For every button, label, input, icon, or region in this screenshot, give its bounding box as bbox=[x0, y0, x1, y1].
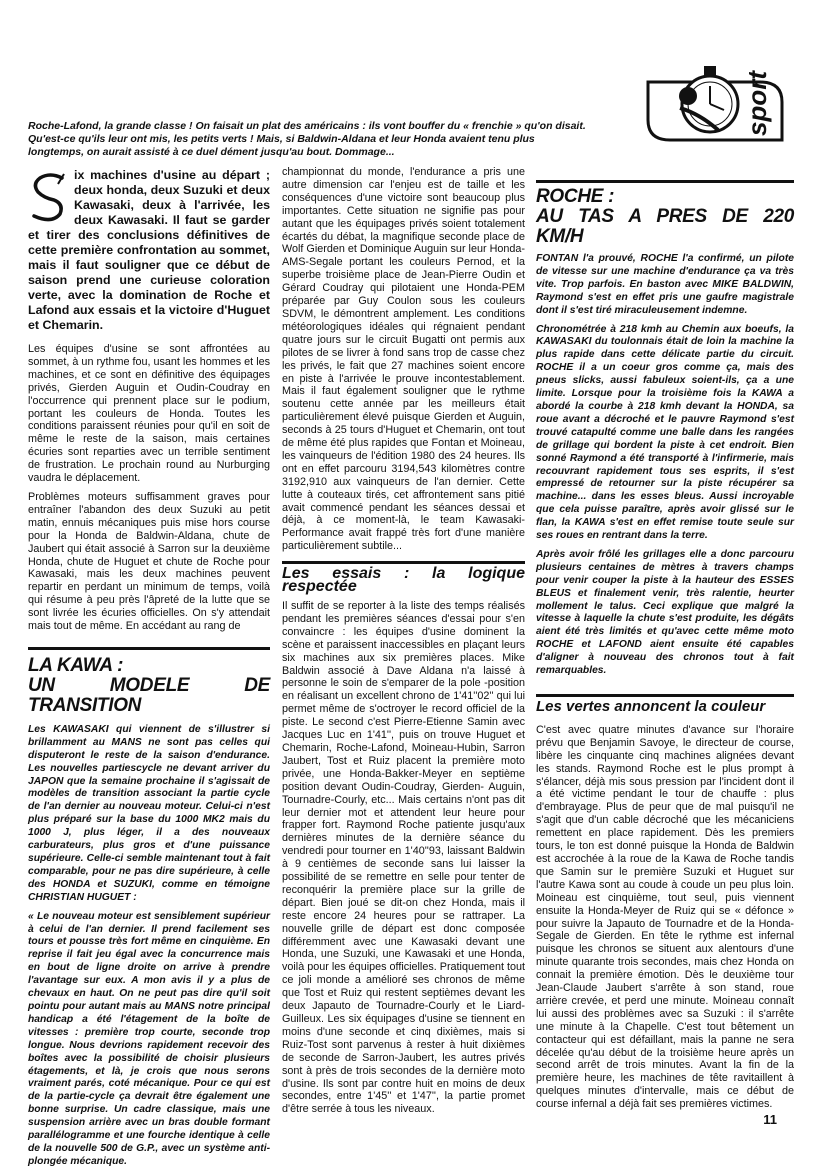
lead-text: ix machines d'usine au départ ; deux honda, deux Suzuki et deux Kawasaki, deux à l'arrivée, les deux Kawasaki. Il faut se garder et tirer des conclusions définitives de cette première confrontation au sommet, mais il faut souligner que ce début de saison prend une curieuse coloration verte, avec la domination de Roche et Lafond aux essais et la victoire d'Huguet et Chemarin. bbox=[28, 168, 270, 332]
kawa-paragraph: Les KAWASAKI qui viennent de s'illustrer si brillamment au MANS ne sont pas celles qui disputeront le reste de la saison d'endurance. Les nouvelles partiescycle ne devant arriver du JAPON que la semaine prochaine il s'agissait de modèles de transition associant la partie cycle de l'an dernier au nouveau moteur. Celui-ci n'est plus préparé sur la base du 1000 MK2 mais du 1000 J, plus léger, il a des nouveaux carburateurs, plus gros et d'une puissance supérieure. Celle-ci semble maintenant tout à fait comparable, pour ne pas dire supérieure, à celle des HONDA et SUZUKI, comme en témoigne CHRISTIAN HUGUET : bbox=[28, 723, 270, 903]
vertes-paragraph: C'est avec quatre minutes d'avance sur l'horaire prévu que Benjamin Savoye, le directeur de course, libère les cinquante cinq machines alignées devant les stands. Raymond Roche est le plus prompt à s'élancer, déjà mis sous pression par l'incident dont il a été victime pendant le tour de chauffe : plus d'embrayage. Plus de peur que de mal puisqu'il ne s'agit que d'un cable décroché que les mécaniciens remettent en place rapidement. Dès les premiers tours, le ton est donné puisque la Honda de Baldwin est accrochée à la roue de la Kawa de Roche tandis que Samin sur le première Suzuki et Huguet sur l'autre Kawa sont au coude à coude un peu plus loin. Moineau est cinquième, tout seul, puis viennent ensuite la Honda-Meyer de Ruiz qui se « défonce » pour suivre la Japauto de Tournadre et de la Honda-Segale de Gierden. En tête le rythme est infernal puisque les chronos se situent aux alentours d'une minute quarante trois secondes, mais chez Honda on connait la première émotion. Dès le deuxième tour Jean-Claude Jaubert s'arrête à son stand, roue arrière crevée, et perd une minute. Moineau connaît lui aussi des problèmes avec sa Suzuki : il s'arrête une minute à la Chapelle. C'est tout bêtement un contacteur qui est défaillant, mais la panne ne sera décelée qu'au début de la troisième heure après un second arrêt de trois minutes. Avant la fin de la première heure, les machines de tête ravitaillent à quelques minutes d'intervalle, mais ce début de course infernal a déjà fait ses premières victimes. bbox=[536, 723, 794, 1111]
page-number: 11 bbox=[763, 1112, 777, 1127]
body-paragraph: Problèmes moteurs suffisamment graves pour entraîner l'abandon des deux Suzuki au petit matin, ennuis mécaniques puis mise hors course pour la Honda de Baldwin-Aldana, chute de Jaubert qui était associé à Sarron sur la deuxième Honda, chute de Huguet et chute de Roche pour Kawasaki, mais les deux machines peuvent repartir en perdant un minimum de temps, voilà qui résume à peu près l'âpreté de la lutte que se sont livrée les écuries officielles. On s'y attendait mais tout de même. En accédant au rang de bbox=[28, 490, 270, 633]
body-paragraph: Les équipes d'usine se sont affrontées au sommet, à un rythme fou, usant les hommes et les machines, et ce sont en définitive des équipages privés, Gierden Auguin et Oudin-Coudray en l'occurrence qui prennent place sur le podium, portant les couleurs de Honda. Toutes les conditions paraissent réunies pour qu'il en soit de même le reste de la saison, mais certaines écuries sont reparties avec un terrible sentiment de frustration. Le prochain round au Nurburging vaudra le déplacement. bbox=[28, 343, 270, 485]
sport-stopwatch-icon bbox=[640, 52, 790, 144]
heading-roche bbox=[536, 180, 794, 247]
photo-caption: Roche-Lafond, la grande classe ! On faisait un plat des américains : ils vont bouffer du « frenchie » qu'on disait. Qu'est-ce qu'ils leur ont mis, les petits verts ! Mais, si Baldwin-Aldana et leur Honda avaient tenu plus longtemps, on aurait assisté à ce duel dément jusqu'au bout. Dommage... bbox=[28, 120, 586, 158]
body-paragraph: championnat du monde, l'endurance a pris une autre dimension car l'enjeu est de taille et les conséquences d'une victoire sont beaucoup plus importantes. Cette situation ne signifie pas pour autant que les équipages privés soient totalement écartés du débat, la magnifique seconde place de Wolf Gierden et Dominique Auguin sur leur Honda-AMS-Segale portant les couleurs Pernod, et la superbe troisième place de Jean-Pierre Oudin et Gérard Coudray qui pilotaient une Honda-PEM préparée par Guy Coulon sous les couleurs SDVM, le démontrent amplement. Les conditions météorologiques idéales qui régnaient pendant quatre jours sur le circuit Bugatti ont permis aux pilotes de se livrer à fond sans trop de casse chez les privés, le fait que 27 machines soient encore en piste à l'arrivée le prouve incontestablement. Mais il faut également souligner que le rythme soutenu cette année par les meilleurs était particulièrement élevé puisque Gierden et Auguin, seconds à 25 tours d'Huguet et Chemarin, ont tout de même été plus rapides que Fontan et Moineau, les vainqueurs de l'édition 1980 des 24 heures. Ils ont en effet parcouru 3194,543 kilomètres contre 3192,910 aux vainqueurs de l'an dernier. Cette lutte à couteaux tirés, cet affrontement sans pitié avait commencé pendant les séances dessai et déjà, à ce moment-là, le team Kawasaki-Performance avait frappé très fort d'une manière particulièrement subtile... bbox=[282, 166, 525, 553]
column-1 bbox=[28, 168, 270, 1175]
sport-section-logo bbox=[640, 52, 790, 144]
essais-paragraph: Il suffit de se reporter à la liste des temps réalisés pendant les premières séances d'essai pour s'en convaincre : les équipes d'usine dominent la scène et paraissent inaccessibles en plaçant leurs six machines aux six premières places. Mike Baldwin associé à Dave Aldana n'a laissé à personne le soin de s'emparer de la pole -position en réalisant un excellent chrono de 1'41''02'' qui lui permet même de s'octroyer le record officiel de la piste. Le second c'est Pierre-Etienne Samin avec Jacques Luc en 1'41'', puis on trouve Huguet et Chemarin, Roche-Lafond, Moineau-Hubin, Sarron Jaubert, Tost et Ruiz placent la première moto privée, une Honda-Bakker-Meyer en septième position devant Oudin-Coudray, Gierden- Auguin, Tournadre-Courly, etc... Mais certains n'ont pas dit leur dernier mot et attendent leur heure pour frapper fort. Raymond Roche patiente jusqu'aux dernières minutes de la dernière séance du vendredi pour tourner en 1'40''93, laissant Baldwin à 9 centièmes de seconde sans lui laisser la possibilité de se remettre en selle pour tenter de reconquérir la première place sur la grille de départ. Bien joué se dit-on chez Honda, mais il reste encore 24 heures pour se rattraper. La nouvelle grille de départ est donc composée différemment avec une Kawasaki devant une Honda, une Suzuki, une Kawasaki et une Honda, voilà pour les équipes officielles. Pratiquement tout ce joli monde a amélioré ses chronos de même que Tost et Ruiz qui restent septièmes devant les deux Japauto de Tournadre-Courly et le Liard-Guilleux. Les six équipages d'usine se tiennent en moins d'une seconde et cinq dixièmes, mais si Ruiz-Tost sont parvenus à rester à huit dixièmes de seconde de Sarron-Jaubert, les autres privés sont à près de trois secondes de la dernière moto d'usine. Ils sont par contre huit en moins de deux secondes, entre 1'45'' et 1'47'', la partie promet d'être serrée à tous les niveaux. bbox=[282, 600, 525, 1116]
lead-paragraph bbox=[28, 168, 270, 333]
heading-kawa-line-1: LA KAWA : bbox=[28, 647, 270, 676]
roche-paragraph: FONTAN l'a prouvé, ROCHE l'a confirmé, un pilote de vitesse sur une machine d'endurance ça va très vite. Trop parfois. En baston avec MIKE BALDWIN, Raymond s'est en effet pris une gaufre magistrale dont il s'est tiré miraculeusement indemne. bbox=[536, 253, 794, 316]
roche-paragraph: Après avoir frôlé les grillages elle a donc parcouru plusieurs centaines de mètres à travers champs pour venir couper la piste à la hauteur des ESSES BLEUS et finalement venir, très ralentie, heurter mollement le talus. Ceci explique que malgré la vitesse à laquelle la chute s'est produite, les dégâts aient été très limités et qu'avec cette même moto ROCHE et LAFOND aient ensuite été capables d'aligner à nouveau des chronos tout à fait remarquables. bbox=[536, 548, 794, 677]
heading-roche-line-2: AU TAS A PRES DE 220 KM/H bbox=[536, 206, 794, 247]
heading-roche-line-1: ROCHE : bbox=[536, 186, 615, 207]
column-2 bbox=[282, 166, 525, 1122]
svg-text:sport: sport bbox=[742, 71, 772, 136]
column-3 bbox=[536, 180, 794, 1117]
heading-vertes: Les vertes annoncent la couleur bbox=[536, 694, 794, 714]
roche-paragraph: Chronométrée à 218 kmh au Chemin aux boeufs, la KAWASAKI du toulonnais était de loin la machine la plus rapide dans cette délicate partie du circuit. ROCHE il a un coeur gros comme ça, mais des pneus slicks, aussi fabuleux soient-ils, ça a une limite. Lorsque pour la troisième fois la KAWA a abordé la courbe à 218 kmh devant la HONDA, sa roue avant a décroché et le pauvre Raymond s'est trouvé catapulté comme une balle dans les rangées de grillage qui bordent la piste à cet endroit. Bien sonné Raymond a été transporté à l'infirmerie, mais recouvrant rapidement tous ses esprits, il s'est empressé de retourner sur la piste récupérer sa machine... dans les esses bleus. Aussi incroyable que cela puisse paraître, après avoir glissé sur le flan, la KAWA s'est en effet remise toute seule sur ses roues en rentrant dans la terre. bbox=[536, 323, 794, 542]
kawa-quote: « Le nouveau moteur est sensiblement supérieur à celui de l'an dernier. Il prend facilement ses tours et pousse très fort même en cinquième. En reprise il fait jeu égal avec la concurrence mais en bout de ligne droite on arrive à prendre l'avantage sur eux. A mon avis il y a plus de chevaux en haut. On ne peut pas dire qu'il soit pointu pour autant mais au MANS notre principal handicap a été l'étagement de la boîte de vitesses : première trop courte, seconde trop longue. Nous devrions rapidement recevoir des boîtes avec la possibilité de choisir plusieurs étagements, et là, je crois que nous serons vraiment parés, coté mécanique. Pour ce qui est de la partie-cycle ça devrait être également une bonne surprise. Un cadre classique, mais une suspension arrière avec un bras double formant parallélogramme et une fourche identique à celle de la nouvelle 500 de G.P., avec un système anti-plongée mécanique. bbox=[28, 910, 270, 1167]
heading-kawa-line-2: UN MODELE DE TRANSITION bbox=[28, 674, 270, 716]
heading-kawa bbox=[28, 647, 270, 716]
heading-essais: Les essais : la logique respectée bbox=[282, 561, 525, 594]
drop-cap-s-icon bbox=[28, 170, 68, 224]
